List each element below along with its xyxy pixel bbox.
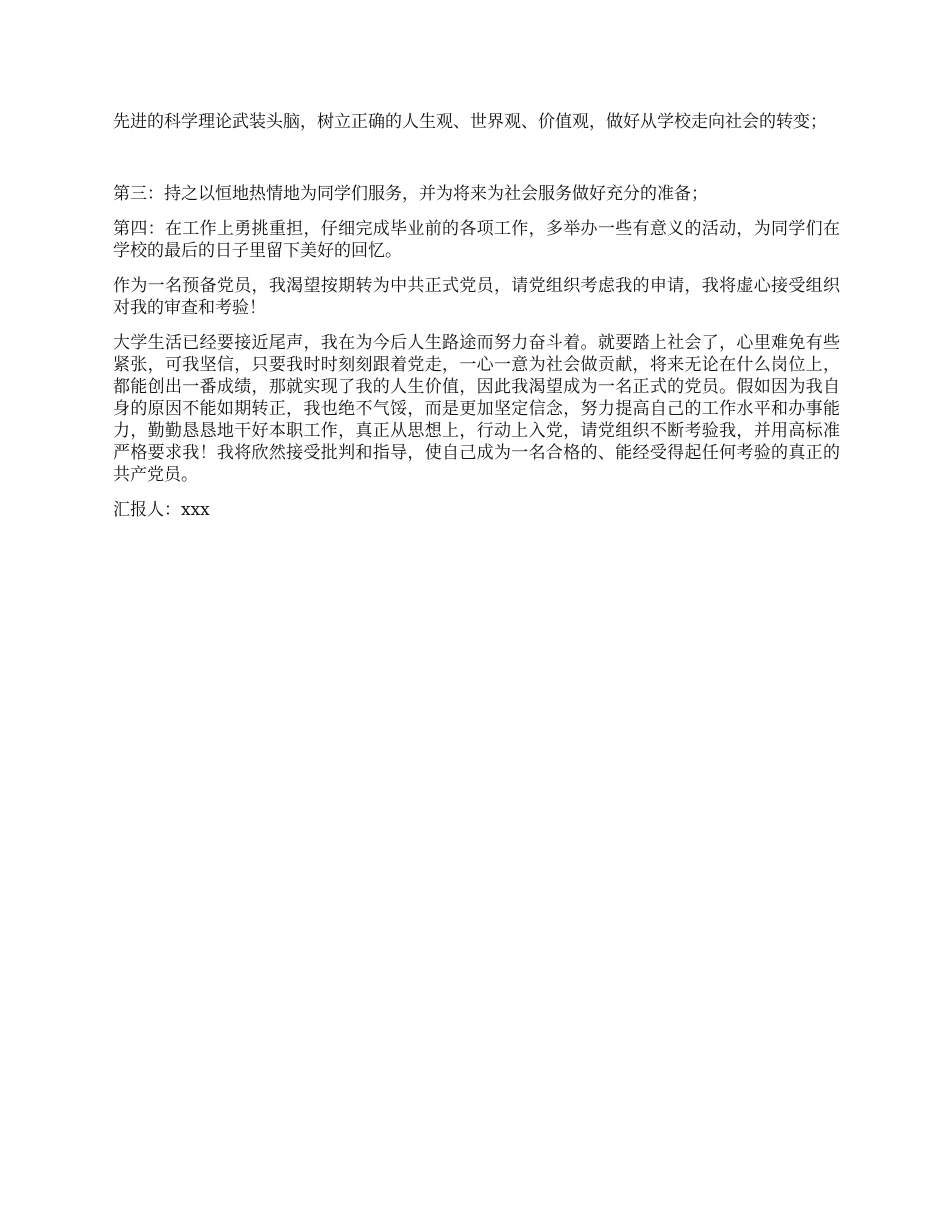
paragraph-point-three: 第三：持之以恒地热情地为同学们服务，并为将来为社会服务做好充分的准备； [113, 184, 708, 204]
paragraph-closing: 大学生活已经要接近尾声，我在为今后人生路途而努力奋斗着。就要踏上社会了，心里难免有些紧张，可我坚信，只要我时时刻刻跟着党走，一心一意为社会做贡献，将来无论在什么岗位上，都能创出一番成绩，那就实现了我的人生价值，因此我渴望成为一名正式的党员。假如因为我自身的原因不能如期转正，我也绝不气馁，而是更加坚定信念，努力提高自己的工作水平和办事能力，勤勤恳恳地干好本职工作，真正从思想上，行动上入党，请党组织不断考验我，并用高标准严格要求我！我将欣然接受批判和指导，使自己成为一名合格的、能经受得起任何考验的真正的共产党员。 [113, 333, 840, 485]
paragraph-probationary-member: 作为一名预备党员，我渴望按期转为中共正式党员，请党组织考虑我的申请，我将虚心接受组织对我的审查和考验！ [113, 276, 840, 318]
paragraph-continuation: 先进的科学理论武装头脑，树立正确的人生观、世界观、价值观，做好从学校走向社会的转变； [113, 112, 827, 132]
signoff-reporter: 汇报人：xxx [113, 500, 210, 520]
paragraph-point-four: 第四：在工作上勇挑重担，仔细完成毕业前的各项工作，多举办一些有意义的活动，为同学们在学校的最后的日子里留下美好的回忆。 [113, 219, 840, 261]
document-body [113, 111, 840, 538]
